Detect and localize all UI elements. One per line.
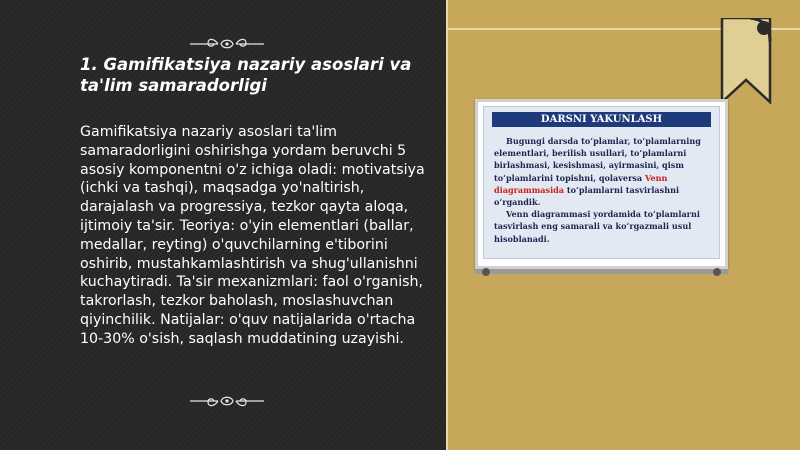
- ornament-top-icon: [188, 34, 266, 52]
- board-para1-highlight: Venn diagrammasida: [494, 172, 668, 195]
- vertical-divider: [446, 0, 448, 450]
- title-line-2: ta'lim samaradorligi: [80, 76, 267, 95]
- slide-title: [80, 54, 425, 96]
- whiteboard-surface: [483, 106, 720, 259]
- board-text: [494, 135, 711, 245]
- bookmark-ribbon-icon: [720, 18, 772, 104]
- board-paragraph-2: Venn diagrammasi yordamida to‘plamlarni tasvirlash eng samarali va ko‘rgazmali usul hisoblanadi.: [494, 209, 700, 244]
- board-bolt-right: [713, 268, 721, 276]
- board-para1-part1: Bugungi darsda to‘plamlar, to‘plamlarning elementlari, berilish usullari, to‘plamlarni birlashmasi, kesishmasi, ayirmasini, qism to‘plamlarini topishni, qolaversa: [494, 136, 701, 183]
- board-paragraph-1: [494, 135, 711, 208]
- board-para1-part2: to‘plamlarni tasvirlashni o‘rgandik.: [494, 184, 680, 208]
- slide-body-text: Gamifikatsiya nazariy asoslari ta'lim samaradorligini oshirishga yordam beruvchi 5 asosiy komponentni o'z ichiga oladi: motivatsiya (ichki va tashqi), maqsadga yo'naltirish, darajalash va progressiya, tezkor qayta aloqa, ijtimoiy ta'sir. Teoriya: o'yin elementlari (ballar, medallar, reyting) o'quvchilarning e'tiborini oshirib, mustahkamlashtirish va shug'ullanishni kuchaytiradi. Ta'sir mexanizmlari: faol o'rganish, takrorlash, tezkor baholash, moslashuvchan qiyinchilik. Natijalar: o'quv natijalarida o'rtacha 10-30% o'sish, saqlash muddatining uzayishi.: [80, 124, 425, 347]
- board-tray: [475, 269, 728, 274]
- ornament-bottom-icon: [188, 392, 266, 410]
- title-line-1: 1. Gamifikatsiya nazariy asoslari va: [80, 55, 412, 74]
- board-bolt-left: [482, 268, 490, 276]
- board-header: DARSNI YAKUNLASH: [492, 112, 711, 127]
- whiteboard-image: [475, 99, 728, 269]
